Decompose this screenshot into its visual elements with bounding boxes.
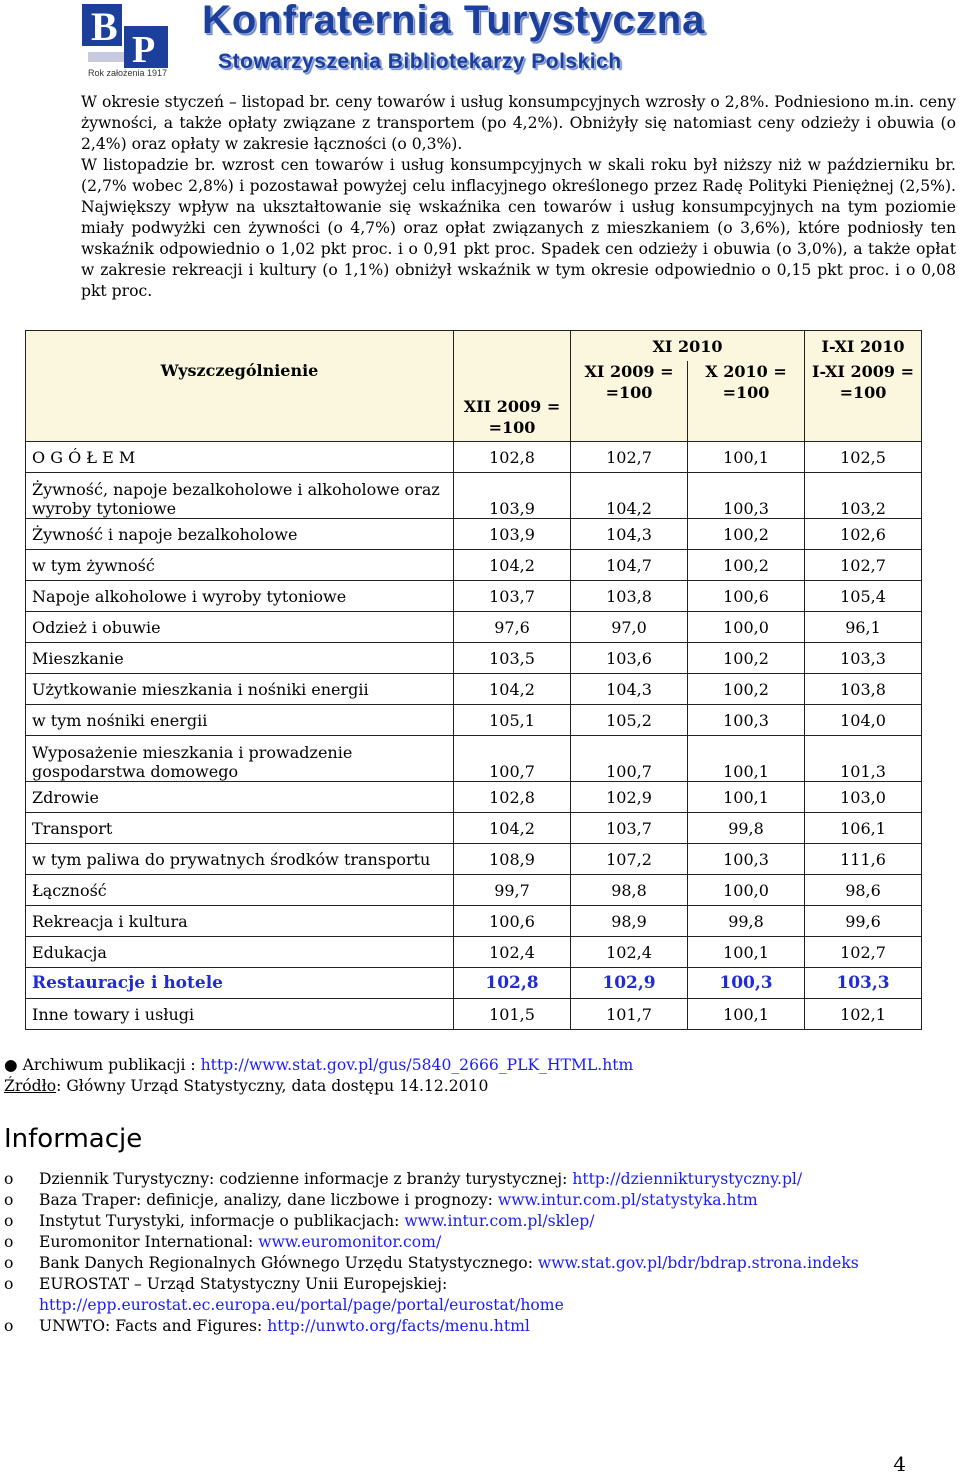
info-list-item bbox=[4, 1211, 956, 1232]
info-item-text: Dziennik Turystyczny: codzienne informacje z branży turystycznej: bbox=[39, 1170, 573, 1188]
info-list-item bbox=[4, 1253, 956, 1274]
row-value: 97,0 bbox=[571, 612, 688, 643]
table-row bbox=[26, 442, 922, 473]
row-label: Inne towary i usługi bbox=[26, 999, 454, 1030]
info-list-item bbox=[4, 1232, 956, 1253]
row-value: 100,2 bbox=[688, 550, 805, 581]
row-value: 103,7 bbox=[454, 581, 571, 612]
info-item-text: Baza Traper: definicje, analizy, dane liczbowe i prognozy: bbox=[39, 1191, 498, 1209]
row-value: 111,6 bbox=[805, 844, 922, 875]
row-value: 104,3 bbox=[571, 674, 688, 705]
row-value: 100,2 bbox=[688, 674, 805, 705]
group-header-ixi: I-XI 2010 bbox=[805, 331, 922, 362]
row-label: Odzież i obuwie bbox=[26, 612, 454, 643]
row-value: 100,0 bbox=[688, 875, 805, 906]
row-value: 102,4 bbox=[571, 937, 688, 968]
row-label: w tym żywność bbox=[26, 550, 454, 581]
column-header-1: XII 2009 = =100 bbox=[454, 331, 571, 442]
cpi-table bbox=[25, 330, 922, 1030]
table-row bbox=[26, 999, 922, 1030]
row-label: Mieszkanie bbox=[26, 643, 454, 674]
brand-subtitle: Stowarzyszenia Bibliotekarzy Polskich bbox=[218, 50, 622, 73]
table-row bbox=[26, 937, 922, 968]
row-value: 100,1 bbox=[688, 782, 805, 813]
row-label: Zdrowie bbox=[26, 782, 454, 813]
table-row bbox=[26, 844, 922, 875]
row-value: 105,1 bbox=[454, 705, 571, 736]
info-list-item bbox=[4, 1190, 956, 1211]
table-row bbox=[26, 736, 922, 782]
row-value: 103,9 bbox=[454, 473, 571, 519]
table-row bbox=[26, 782, 922, 813]
column-header-3: X 2010 = =100 bbox=[688, 361, 805, 442]
label-column-header: Wyszczególnienie bbox=[26, 331, 454, 442]
row-label: Restauracje i hotele bbox=[26, 968, 454, 999]
row-label: w tym paliwa do prywatnych środków transportu bbox=[26, 844, 454, 875]
row-value: 100,7 bbox=[571, 736, 688, 782]
row-value: 100,3 bbox=[688, 968, 805, 999]
row-value: 107,2 bbox=[571, 844, 688, 875]
info-item-link[interactable]: www.stat.gov.pl/bdr/bdrap.strona.indeks bbox=[537, 1254, 859, 1272]
row-value: 100,0 bbox=[688, 612, 805, 643]
archive-link[interactable]: http://www.stat.gov.pl/gus/5840_2666_PLK_HTML.htm bbox=[200, 1056, 634, 1074]
row-value: 102,9 bbox=[571, 968, 688, 999]
row-value: 100,2 bbox=[688, 643, 805, 674]
table-row bbox=[26, 643, 922, 674]
row-value: 102,8 bbox=[454, 968, 571, 999]
row-value: 100,1 bbox=[688, 442, 805, 473]
logo-letter-p: P bbox=[132, 29, 156, 71]
row-value: 103,9 bbox=[454, 519, 571, 550]
table-row bbox=[26, 906, 922, 937]
row-value: 102,7 bbox=[805, 550, 922, 581]
row-value: 108,9 bbox=[454, 844, 571, 875]
info-list-item bbox=[4, 1274, 956, 1316]
row-value: 100,6 bbox=[688, 581, 805, 612]
intro-paragraph-1: W okresie styczeń – listopad br. ceny towarów i usług konsumpcyjnych wzrosły o 2,8%. Podniesiono m.in. ceny żywności, a także opłaty związane z transportem (po 4,2%). Obniżyły się natomiast ceny odzieży i obuwia (o 2,4%) oraz opłaty w zakresie łączności (o 0,3%). bbox=[81, 93, 956, 153]
row-label: Napoje alkoholowe i wyroby tytoniowe bbox=[26, 581, 454, 612]
row-value: 100,1 bbox=[688, 999, 805, 1030]
row-value: 101,7 bbox=[571, 999, 688, 1030]
row-value: 98,9 bbox=[571, 906, 688, 937]
column-header-2: XI 2009 = =100 bbox=[571, 361, 688, 442]
row-value: 104,2 bbox=[454, 674, 571, 705]
row-value: 104,7 bbox=[571, 550, 688, 581]
row-value: 103,8 bbox=[571, 581, 688, 612]
table-row bbox=[26, 473, 922, 519]
table-row bbox=[26, 581, 922, 612]
row-value: 106,1 bbox=[805, 813, 922, 844]
logo-letter-b: B bbox=[91, 4, 118, 49]
row-label: Edukacja bbox=[26, 937, 454, 968]
row-label: Łączność bbox=[26, 875, 454, 906]
row-value: 102,6 bbox=[805, 519, 922, 550]
archive-line bbox=[4, 1055, 633, 1076]
row-value: 103,3 bbox=[805, 968, 922, 999]
row-value: 102,7 bbox=[571, 442, 688, 473]
row-value: 104,3 bbox=[571, 519, 688, 550]
row-label: w tym nośniki energii bbox=[26, 705, 454, 736]
source-label: Źródło bbox=[4, 1077, 57, 1095]
table-row bbox=[26, 612, 922, 643]
table-header-row bbox=[26, 331, 922, 362]
row-value: 100,2 bbox=[688, 519, 805, 550]
row-value: 103,5 bbox=[454, 643, 571, 674]
table-row bbox=[26, 705, 922, 736]
row-value: 104,0 bbox=[805, 705, 922, 736]
intro-text bbox=[4, 92, 956, 302]
info-list bbox=[4, 1169, 956, 1337]
row-value: 105,2 bbox=[571, 705, 688, 736]
table-row bbox=[26, 550, 922, 581]
archive-label: ● Archiwum publikacji : bbox=[4, 1056, 201, 1074]
row-value: 98,8 bbox=[571, 875, 688, 906]
source-block bbox=[4, 1055, 633, 1097]
info-item-link[interactable]: http://dziennikturystyczny.pl/ bbox=[572, 1170, 803, 1188]
info-item-link[interactable]: http://unwto.org/facts/menu.html bbox=[267, 1317, 530, 1335]
table-row bbox=[26, 519, 922, 550]
row-label: O G Ó Ł E M bbox=[26, 442, 454, 473]
info-item-link[interactable]: http://epp.eurostat.ec.europa.eu/portal/page/portal/eurostat/home bbox=[39, 1296, 564, 1314]
info-item-link[interactable]: www.intur.com.pl/sklep/ bbox=[404, 1212, 595, 1230]
info-list-item bbox=[4, 1316, 956, 1337]
source-text: : Główny Urząd Statystyczny, data dostępu 14.12.2010 bbox=[56, 1077, 489, 1095]
row-value: 105,4 bbox=[805, 581, 922, 612]
row-value: 100,3 bbox=[688, 844, 805, 875]
table-row bbox=[26, 875, 922, 906]
intro-paragraph-2: W listopadzie br. wzrost cen towarów i usług konsumpcyjnych w skali roku był niższy niż w październiku br. (2,7% wobec 2,8%) i pozostawał powyżej celu inflacyjnego określonego przez Radę Polityki Pieniężnej (2,5%). Największy wpływ na ukształtowanie się wskaźnika cen towarów i usług konsumpcyjnych na tym poziomie miały podwyżki cen żywności (o 4,7%) oraz opłat związanych z mieszkaniem (o 3,6%), które podniosły ten wskaźnik odpowiednio o 1,02 pkt proc. i o 0,91 pkt proc. Spadek cen odzieży i obuwia (o 3,0%), a także opłat w zakresie rekreacji i kultury (o 1,1%) obniżył wskaźnik w tym okresie odpowiednio o 0,15 pkt proc. i o 0,08 pkt proc. bbox=[81, 156, 956, 300]
row-value: 97,6 bbox=[454, 612, 571, 643]
row-label: Wyposażenie mieszkania i prowadzenie gospodarstwa domowego bbox=[26, 736, 454, 782]
row-value: 99,7 bbox=[454, 875, 571, 906]
column-header-4: I-XI 2009 = =100 bbox=[805, 361, 922, 442]
row-label: Żywność i napoje bezalkoholowe bbox=[26, 519, 454, 550]
info-item-text: EUROSTAT – Urząd Statystyczny Unii Europejskiej: bbox=[39, 1275, 448, 1293]
row-value: 101,5 bbox=[454, 999, 571, 1030]
row-label: Rekreacja i kultura bbox=[26, 906, 454, 937]
row-value: 99,8 bbox=[688, 906, 805, 937]
row-value: 102,5 bbox=[805, 442, 922, 473]
logo-year: Rok założenia 1917 bbox=[88, 68, 168, 78]
row-value: 100,1 bbox=[688, 736, 805, 782]
row-value: 104,2 bbox=[571, 473, 688, 519]
row-value: 102,9 bbox=[571, 782, 688, 813]
info-list-item bbox=[4, 1169, 956, 1190]
row-value: 103,2 bbox=[805, 473, 922, 519]
row-value: 102,4 bbox=[454, 937, 571, 968]
row-value: 102,1 bbox=[805, 999, 922, 1030]
row-label: Żywność, napoje bezalkoholowe i alkoholowe oraz wyroby tytoniowe bbox=[26, 473, 454, 519]
table-row bbox=[26, 813, 922, 844]
row-value: 98,6 bbox=[805, 875, 922, 906]
row-label: Użytkowanie mieszkania i nośniki energii bbox=[26, 674, 454, 705]
row-value: 100,3 bbox=[688, 705, 805, 736]
row-value: 100,1 bbox=[688, 937, 805, 968]
row-value: 103,8 bbox=[805, 674, 922, 705]
row-value: 104,2 bbox=[454, 550, 571, 581]
info-item-link[interactable]: www.euromonitor.com/ bbox=[258, 1233, 442, 1251]
row-label: Transport bbox=[26, 813, 454, 844]
brand-title: Konfraternia Turystyczna bbox=[202, 0, 706, 42]
table-row bbox=[26, 968, 922, 999]
info-item-link[interactable]: www.intur.com.pl/statystyka.htm bbox=[497, 1191, 758, 1209]
row-value: 102,8 bbox=[454, 442, 571, 473]
source-line bbox=[4, 1076, 633, 1097]
row-value: 100,7 bbox=[454, 736, 571, 782]
info-item-text: UNWTO: Facts and Figures: bbox=[39, 1317, 268, 1335]
table-row bbox=[26, 674, 922, 705]
group-header-xi: XI 2010 bbox=[571, 331, 805, 362]
row-value: 99,8 bbox=[688, 813, 805, 844]
row-value: 103,7 bbox=[571, 813, 688, 844]
info-item-text: Bank Danych Regionalnych Głównego Urzędu Statystycznego: bbox=[39, 1254, 538, 1272]
row-value: 102,8 bbox=[454, 782, 571, 813]
row-value: 100,6 bbox=[454, 906, 571, 937]
page-number: 4 bbox=[893, 1452, 906, 1476]
info-item-text: Euromonitor International: bbox=[39, 1233, 259, 1251]
row-value: 100,3 bbox=[688, 473, 805, 519]
row-value: 103,3 bbox=[805, 643, 922, 674]
row-value: 103,6 bbox=[571, 643, 688, 674]
row-value: 99,6 bbox=[805, 906, 922, 937]
row-value: 102,7 bbox=[805, 937, 922, 968]
row-value: 103,0 bbox=[805, 782, 922, 813]
row-value: 104,2 bbox=[454, 813, 571, 844]
info-item-text: Instytut Turystyki, informacje o publikacjach: bbox=[39, 1212, 405, 1230]
row-value: 96,1 bbox=[805, 612, 922, 643]
info-heading: Informacje bbox=[4, 1124, 143, 1154]
row-value: 101,3 bbox=[805, 736, 922, 782]
